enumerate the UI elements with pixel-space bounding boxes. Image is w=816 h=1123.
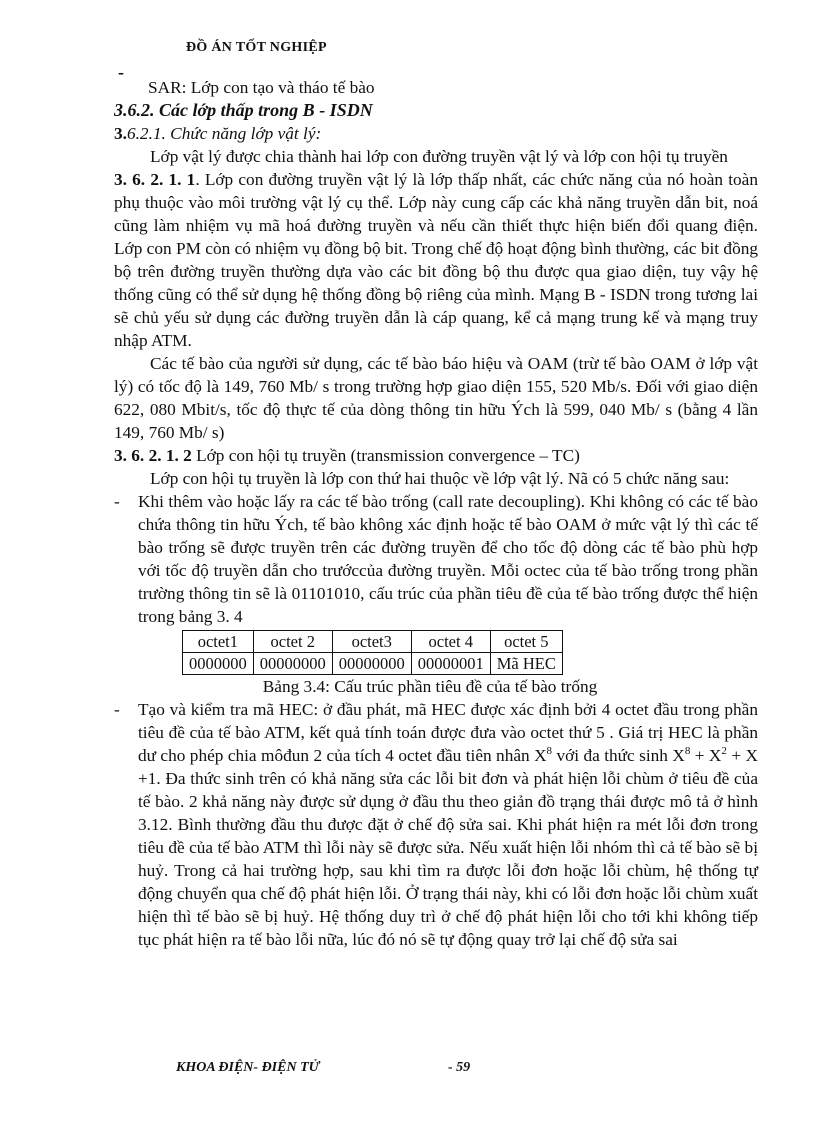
table-cell: Mã HEC [490, 653, 562, 675]
intro-paragraph: Lớp vật lý được chia thành hai lớp con đường truyền vật lý và lớp con hội tụ truyền [150, 147, 728, 166]
paragraph-number: 3. 6. 2. 1. 2 [114, 446, 192, 465]
paragraph-3-6-2-1-1 [114, 168, 758, 352]
paragraph-text: Lớp con hội tụ truyền (transmission convergence – TC) [191, 446, 580, 465]
subsection-title: 6.2.1. Chức năng lớp vật lý: [126, 124, 322, 143]
page-body [114, 76, 758, 951]
bullet-marker: - [114, 700, 120, 719]
bullet-hec [114, 698, 758, 951]
section-heading: 3.6.2. Các lớp thấp trong B - ISDN [114, 100, 373, 120]
idle-cell-header-table [182, 630, 563, 675]
superscript: 2 [721, 745, 727, 758]
bullet-text-part: + X [690, 746, 722, 765]
table-header-cell: octet 4 [411, 631, 490, 653]
header-dash: - [118, 62, 124, 82]
subsection-number: 3. [114, 124, 127, 143]
tc-paragraph: Lớp con hội tụ truyền là lớp con thứ hai thuộc về lớp vật lý. Nã có 5 chức năng sau: [150, 469, 730, 488]
superscript: 8 [684, 745, 691, 758]
footer-department: KHOA ĐIỆN- ĐIỆN TỬ [176, 1060, 320, 1075]
table-header-cell: octet 2 [253, 631, 332, 653]
page-header: ĐỒ ÁN TỐT NGHIỆP [186, 40, 327, 55]
bullet-idle-cells [114, 490, 758, 628]
bullet-text-part: với đa thức sinh X [552, 746, 685, 765]
bullet-marker: - [114, 492, 120, 511]
page-number: - 59 [448, 1060, 471, 1075]
table-cell: 00000001 [411, 653, 490, 675]
paragraph-3-6-2-1-2 [114, 444, 758, 467]
table-header-cell: octet1 [183, 631, 254, 653]
table-cell: 0000000 [183, 653, 254, 675]
subsection-heading [114, 122, 758, 145]
table-cell: 00000000 [253, 653, 332, 675]
superscript: 8 [546, 745, 553, 758]
paragraph-text: . Lớp con đường truyền vật lý là lớp thấp nhất, các chức năng của nó hoàn toàn phụ thuộc vào môi trường vật lý cụ thể. Lớp này cung cấp các khả năng truyền dẫn bit, noá cũng làm nhiệm vụ mã hoá đường truyền và nếu cần thiết thực hiện biến đổi quang điện. Lớp con PM còn có nhiệm vụ đồng bộ bit. Trong chế độ hoạt động bình thường, các bit đồng bộ trên đường truyền thường dựa vào các bit đồng bộ thu được qua giao diện, tuy vậy hệ thống cũng có thể sử dụng hệ thống đồng bộ riêng của mình. Mạng B - ISDN trong tương lai sẽ chủ yếu sử dụng các đường truyền dẫn là cáp quang, kể cả mạng trung kế và mạng truy nhập ATM. [114, 170, 758, 350]
table-row [183, 653, 563, 675]
table-header-row [183, 631, 563, 653]
sar-line: SAR: Lớp con tạo và tháo tế bào [148, 78, 375, 97]
cells-paragraph: Các tế bào của người sử dụng, các tế bào báo hiệu và OAM (trừ tế bào OAM ở lớp vật lý) có tốc độ là 149, 760 Mb/ s trong trường hợp giao diện 155, 520 Mb/s. Đối với giao diện 622, 080 Mbit/s, tốc độ thực tế của dòng thông tin hữu Ých là 599, 040 Mb/ s (bằng 4 lần 149, 760 Mb/ s) [114, 354, 758, 442]
table-header-cell: octet 5 [490, 631, 562, 653]
paragraph-number: 3. 6. 2. 1. 1 [114, 170, 196, 189]
bullet-text-part: Tạo và kiểm tra mã HEC: ở đầu phát, mã HEC được xác định bởi 4 octet đầu trong phần tiêu đề của tế bào ATM, kết quả tính toán được đưa vào octet thứ 5 . Giá trị HEC là phần dư cho phép chia môđun 2 của tích 4 octet đầu tiên nhân X [138, 700, 758, 765]
bullet-text-part: + X +1. Đa thức sinh trên có khả năng sửa các lỗi bit đơn và phát hiện lỗi chùm ở tiêu đề của tế bào. 2 khả năng này được sử dụng ở đầu thu theo giản đồ trạng thái được mô tả ở hình 3.12. Bình thường đầu thu được đặt ở chế độ sửa sai. Khi phát hiện ra mét lỗi đơn trong tiêu đề của tế bào ATM thì lỗi này sẽ được sửa. Nếu xuất hiện lỗi nhóm thì cả tế bào sẽ bị huỷ. Trong cả hai trường hợp, sau khi tìm ra được lỗi đơn hoặc lỗi chùm, hệ thống tự động chuyển qua chế độ phát hiện lỗi. Ở trạng thái này, khi có lỗi đơn hoặc lỗi chùm xuất hiện thì tế bào sẽ bị huỷ. Hệ thống duy trì ở chế độ phát hiện lỗi cho tới khi không tiếp tục phát hiện ra tế bào lỗi nữa, lúc đó nó sẽ tự động quay trở lại chế độ sửa sai [138, 746, 758, 949]
table-caption: Bảng 3.4: Cấu trúc phần tiêu đề của tế bào trống [262, 677, 598, 696]
table-cell: 00000000 [332, 653, 411, 675]
bullet-text: Khi thêm vào hoặc lấy ra các tế bào trống (call rate decoupling). Khi không có các tế bào chứa thông tin hữu Ých, tế bào không xác định hoặc tế bào OAM ở mức vật lý thì các tế bào trống sẽ được truyền trên các đường truyền để cho tốc độ dòng các tế bào phù hợp với tốc độ truyền dẫn cho trướccủa đường truyền. Mỗi octec của tế bào trống trong phần trường thông tin sẽ là 01101010, cấu trúc của phần tiêu đề của tế bào trống được thể hiện trong bảng 3. 4 [138, 492, 758, 626]
table-header-cell: octet3 [332, 631, 411, 653]
